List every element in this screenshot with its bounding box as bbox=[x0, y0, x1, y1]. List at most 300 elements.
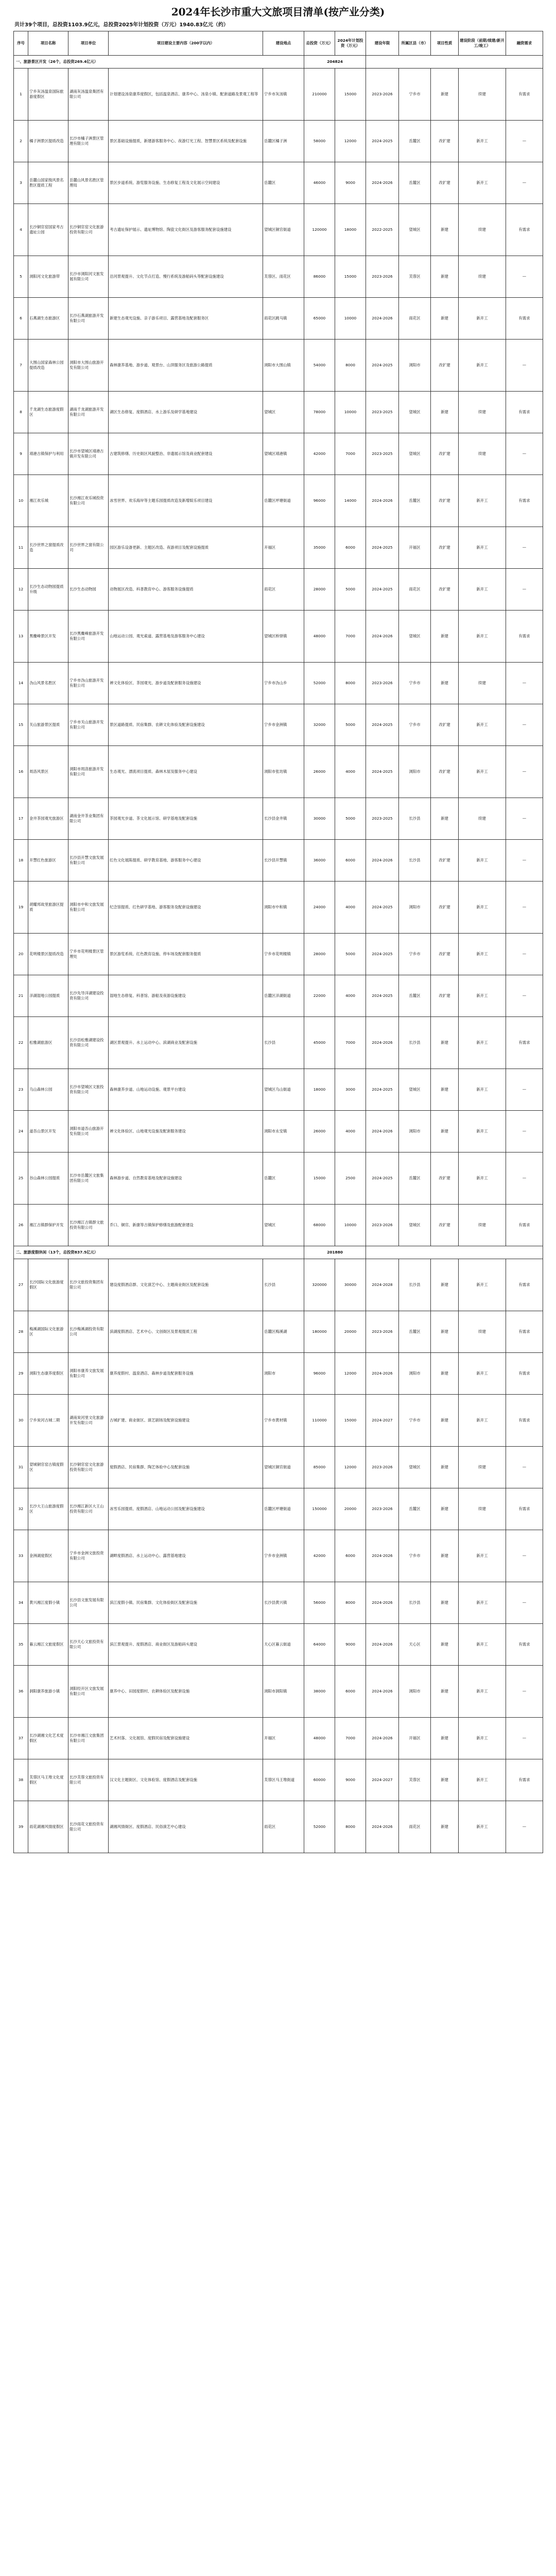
table-cell: 长沙铜官窑文化旅游投资有限公司 bbox=[68, 1447, 109, 1488]
table-cell: 长沙铜官窑文化旅游投资有限公司 bbox=[68, 204, 109, 256]
table-cell: — bbox=[506, 340, 543, 392]
table-cell: 10000 bbox=[335, 392, 366, 433]
table-cell: — bbox=[506, 1111, 543, 1153]
table-cell: 续建 bbox=[459, 1488, 506, 1530]
table-cell: 宁乡市花明楼镇 bbox=[263, 934, 304, 975]
table-cell: 宁乡市金洲镇 bbox=[263, 1530, 304, 1582]
table-cell: 19 bbox=[14, 882, 28, 934]
table-cell: 有需求 bbox=[506, 1205, 543, 1246]
table-cell: 长沙市湘江文旅集团有限公司 bbox=[68, 1718, 109, 1759]
table-cell: 岳麓区橘子洲 bbox=[263, 121, 304, 162]
table-cell: 新开工 bbox=[459, 1017, 506, 1069]
table-cell: 2500 bbox=[335, 1153, 366, 1205]
table-cell: 浏阳市中和文旅发展有限公司 bbox=[68, 882, 109, 934]
table-cell: 8000 bbox=[335, 1582, 366, 1624]
table-cell: 园区游乐设备更新、主题区改造、夜游项目及配套设施提质 bbox=[109, 527, 263, 569]
table-cell: 度假酒店、民宿集群、陶艺体验中心及配套设施 bbox=[109, 1447, 263, 1488]
table-cell: 2024-2026 bbox=[366, 475, 399, 527]
table-cell: 新建 bbox=[431, 204, 459, 256]
table-cell: 康养度假村、温泉酒店、森林步道及配套服务设施 bbox=[109, 1353, 263, 1395]
table-cell: — bbox=[506, 746, 543, 798]
table-row bbox=[14, 746, 543, 798]
table-cell: 12000 bbox=[335, 1353, 366, 1395]
table-cell: 5000 bbox=[335, 798, 366, 840]
table-cell: 景区步道系统、游览服务设施、生态修复工程及文化展示空间建设 bbox=[109, 162, 263, 204]
table-cell: 48000 bbox=[304, 611, 335, 663]
table-cell: 新开工 bbox=[459, 746, 506, 798]
table-cell: 长沙铜官窑国家考古遗址公园 bbox=[28, 204, 68, 256]
table-cell: 长沙市望城区文旅投资有限公司 bbox=[68, 1069, 109, 1111]
table-cell: 86000 bbox=[304, 256, 335, 298]
table-cell: 浏阳市周洛旅游开发有限公司 bbox=[68, 746, 109, 798]
table-cell: 茶园观光步道、茶文化展示馆、研学基地及配套设施 bbox=[109, 798, 263, 840]
table-cell: 红色文化展陈提质、研学教育基地、游客服务中心建设 bbox=[109, 840, 263, 882]
table-cell: 180000 bbox=[304, 1311, 335, 1353]
table-row bbox=[14, 1488, 543, 1530]
table-cell: 浏阳市洞阳镇 bbox=[263, 1666, 304, 1718]
table-cell: 26000 bbox=[304, 746, 335, 798]
table-cell: 开慧红色旅游区 bbox=[28, 840, 68, 882]
table-cell: 18000 bbox=[304, 1069, 335, 1111]
table-cell: 金井茶园观光旅游区 bbox=[28, 798, 68, 840]
table-cell: 长沙县开慧镇 bbox=[263, 840, 304, 882]
table-cell: 30000 bbox=[304, 798, 335, 840]
table-cell: 浏阳市中和镇 bbox=[263, 882, 304, 934]
table-cell: 2022-2025 bbox=[366, 204, 399, 256]
table-cell: — bbox=[506, 840, 543, 882]
table-cell: 望城区靖港镇 bbox=[263, 433, 304, 475]
table-cell: 改扩建 bbox=[431, 1205, 459, 1246]
table-cell: 35000 bbox=[304, 527, 335, 569]
table-cell: 新建 bbox=[431, 1530, 459, 1582]
table-cell: 天心区暮云街道 bbox=[263, 1624, 304, 1666]
table-cell: 48000 bbox=[304, 1718, 335, 1759]
table-cell: 浏阳市张坊镇 bbox=[263, 746, 304, 798]
column-header: 总投资（万元） bbox=[304, 31, 335, 56]
table-cell: 24000 bbox=[304, 882, 335, 934]
table-cell: 长沙县 bbox=[263, 1017, 304, 1069]
table-cell: 长沙县文旅发展有限公司 bbox=[68, 1582, 109, 1624]
table-cell: 长沙文旅投资集团有限公司 bbox=[68, 1259, 109, 1311]
table-cell: 20000 bbox=[335, 1488, 366, 1530]
table-cell: 45000 bbox=[304, 1017, 335, 1069]
table-cell: 开福区 bbox=[399, 1718, 431, 1759]
table-cell: — bbox=[506, 1801, 543, 1853]
table-cell: 森林游步道、自然教育基地及配套设施建设 bbox=[109, 1153, 263, 1205]
table-cell: — bbox=[506, 1666, 543, 1718]
table-cell: 新开工 bbox=[459, 934, 506, 975]
table-cell: 新建 bbox=[431, 611, 459, 663]
table-cell: 2023-2025 bbox=[366, 433, 399, 475]
table-cell: 浏阳市 bbox=[399, 746, 431, 798]
table-cell: 56000 bbox=[304, 1582, 335, 1624]
table-cell: 35 bbox=[14, 1624, 28, 1666]
table-cell: 有需求 bbox=[506, 1624, 543, 1666]
table-cell: 新建 bbox=[431, 1488, 459, 1530]
table-cell: 改扩建 bbox=[431, 704, 459, 746]
table-cell: 续建 bbox=[459, 1205, 506, 1246]
table-cell: 26 bbox=[14, 1205, 28, 1246]
table-cell: 有需求 bbox=[506, 69, 543, 121]
table-cell: 长沙石燕湖旅游开发有限公司 bbox=[68, 298, 109, 340]
table-row bbox=[14, 663, 543, 704]
table-row bbox=[14, 298, 543, 340]
table-cell: 2 bbox=[14, 121, 28, 162]
table-cell: 开福区 bbox=[263, 527, 304, 569]
table-cell: 湖区生态修复、度假酒店、水上游乐及研学基地建设 bbox=[109, 392, 263, 433]
table-cell: 长沙黑麋峰旅游开发有限公司 bbox=[68, 611, 109, 663]
table-cell: — bbox=[506, 256, 543, 298]
table-cell: 长沙市浏阳河文旅发展有限公司 bbox=[68, 256, 109, 298]
table-cell: 续建 bbox=[459, 204, 506, 256]
table-cell: 新建 bbox=[431, 1259, 459, 1311]
section-label: 二、旅游度假休闲（13个，总投资837.5亿元） bbox=[14, 1246, 304, 1259]
table-row bbox=[14, 934, 543, 975]
table-cell: 雨花区 bbox=[263, 1801, 304, 1853]
table-row bbox=[14, 704, 543, 746]
table-cell: 芙蓉区、雨花区 bbox=[263, 256, 304, 298]
table-cell: 12 bbox=[14, 569, 28, 611]
table-row bbox=[14, 1311, 543, 1353]
table-cell: 湖湘风情街区、度假酒店、民俗演艺中心建设 bbox=[109, 1801, 263, 1853]
table-cell: 开福区 bbox=[399, 527, 431, 569]
table-cell: 2023-2026 bbox=[366, 663, 399, 704]
table-cell: 新建 bbox=[431, 1624, 459, 1666]
table-cell: 千龙湖生态旅游度假区 bbox=[28, 392, 68, 433]
table-cell: 68000 bbox=[304, 1205, 335, 1246]
table-cell: 宁乡市花明楼景区管理处 bbox=[68, 934, 109, 975]
table-cell: 52000 bbox=[304, 663, 335, 704]
table-cell: 新开工 bbox=[459, 1759, 506, 1801]
table-cell: 新开工 bbox=[459, 1395, 506, 1447]
table-row bbox=[14, 256, 543, 298]
table-cell: 42000 bbox=[304, 1530, 335, 1582]
table-cell: 长沙湘江新区大王山投资有限公司 bbox=[68, 1488, 109, 1530]
column-header: 项目名称 bbox=[28, 31, 68, 56]
table-row bbox=[14, 340, 543, 392]
table-row bbox=[14, 392, 543, 433]
table-cell: 28000 bbox=[304, 934, 335, 975]
table-cell: 2024-2025 bbox=[366, 882, 399, 934]
table-cell: 岳麓区梅溪湖 bbox=[263, 1311, 304, 1353]
table-cell: 湖南金井茶业集团有限公司 bbox=[68, 798, 109, 840]
header-row bbox=[14, 31, 543, 56]
table-cell: 雨花区 bbox=[399, 1801, 431, 1853]
table-cell: 22 bbox=[14, 1017, 28, 1069]
section-filler bbox=[366, 56, 543, 69]
column-header: 所属区县（市） bbox=[399, 31, 431, 56]
table-cell: 望城区乌山街道 bbox=[263, 1069, 304, 1111]
table-cell: 有需求 bbox=[506, 1759, 543, 1801]
table-cell: 湖畔度假酒店、水上运动中心、露营基地建设 bbox=[109, 1530, 263, 1582]
table-cell: 岳麓区 bbox=[263, 162, 304, 204]
table-cell: 岳麓区 bbox=[399, 1153, 431, 1205]
table-cell: 石燕湖生态旅游区 bbox=[28, 298, 68, 340]
table-cell: 湘江古镇群保护开发 bbox=[28, 1205, 68, 1246]
table-cell: 2024-2025 bbox=[366, 934, 399, 975]
table-cell: 宁乡市黄材镇 bbox=[263, 1395, 304, 1447]
table-cell: 洋湖湿地公园提质 bbox=[28, 975, 68, 1017]
table-cell: 长沙生态动物园 bbox=[68, 569, 109, 611]
table-cell: 2024-2025 bbox=[366, 704, 399, 746]
table-cell: 150000 bbox=[304, 1488, 335, 1530]
table-cell: 6000 bbox=[335, 840, 366, 882]
table-cell: 26000 bbox=[304, 1111, 335, 1153]
table-cell: 新建 bbox=[431, 1666, 459, 1718]
table-cell: 210000 bbox=[304, 69, 335, 121]
table-cell: 新建 bbox=[431, 69, 459, 121]
section-header-row bbox=[14, 1246, 543, 1259]
table-cell: 36 bbox=[14, 1666, 28, 1718]
table-cell: — bbox=[506, 1582, 543, 1624]
table-cell: 新开工 bbox=[459, 121, 506, 162]
table-cell: 2024-2028 bbox=[366, 1259, 399, 1311]
table-cell: 岳麓区 bbox=[399, 121, 431, 162]
table-cell: 30000 bbox=[335, 1259, 366, 1311]
table-cell: 2024-2025 bbox=[366, 121, 399, 162]
column-header: 项目单位 bbox=[68, 31, 109, 56]
table-cell: 110000 bbox=[304, 1395, 335, 1447]
table-cell: 新开工 bbox=[459, 1801, 506, 1853]
table-row bbox=[14, 1666, 543, 1718]
table-cell: 雨花区跳马镇 bbox=[263, 298, 304, 340]
table-cell: 9000 bbox=[335, 1624, 366, 1666]
table-row bbox=[14, 204, 543, 256]
table-cell: 开福区 bbox=[263, 1718, 304, 1759]
table-cell: 7000 bbox=[335, 1017, 366, 1069]
table-row bbox=[14, 1069, 543, 1111]
table-cell: — bbox=[506, 433, 543, 475]
table-cell: 新开工 bbox=[459, 1111, 506, 1153]
column-header: 建设地点 bbox=[263, 31, 304, 56]
table-cell: 2023-2025 bbox=[366, 392, 399, 433]
table-cell: 望城区 bbox=[399, 1447, 431, 1488]
table-cell: 新开工 bbox=[459, 162, 506, 204]
table-cell: 靖港古镇保护与利用 bbox=[28, 433, 68, 475]
table-cell: 景区游览系统、红色教育设施、停车场及配套服务提质 bbox=[109, 934, 263, 975]
table-cell: 2024-2025 bbox=[366, 746, 399, 798]
column-header: 建设阶段（前期/续建/新开工/竣工） bbox=[459, 31, 506, 56]
table-cell: 望城区 bbox=[399, 611, 431, 663]
table-cell: 10 bbox=[14, 475, 28, 527]
table-cell: 芙蓉区马王堆街道 bbox=[263, 1759, 304, 1801]
table-cell: 长沙大王山旅游度假区 bbox=[28, 1488, 68, 1530]
table-cell: 新开工 bbox=[459, 1582, 506, 1624]
table-row bbox=[14, 975, 543, 1017]
table-cell: 2024-2026 bbox=[366, 1624, 399, 1666]
table-cell: 改扩建 bbox=[431, 475, 459, 527]
table-cell: 长沙芙蓉文旅投资有限公司 bbox=[68, 1759, 109, 1801]
table-cell: 有需求 bbox=[506, 1311, 543, 1353]
table-cell: 续建 bbox=[459, 392, 506, 433]
table-cell: 湖南灰汤温泉集团有限公司 bbox=[68, 69, 109, 121]
table-cell: 望城区 bbox=[263, 392, 304, 433]
table-row bbox=[14, 1017, 543, 1069]
table-row bbox=[14, 611, 543, 663]
table-cell: 浏阳市 bbox=[399, 1666, 431, 1718]
table-cell: 长沙先导洋湖建设投资有限公司 bbox=[68, 975, 109, 1017]
table-cell: 山地运动公园、观光索道、露营基地及游客服务中心建设 bbox=[109, 611, 263, 663]
table-cell: 新建 bbox=[431, 1759, 459, 1801]
table-cell: 岳麓区洋湖街道 bbox=[263, 975, 304, 1017]
table-cell: 浏阳市 bbox=[263, 1353, 304, 1395]
table-cell: 续建 bbox=[459, 1311, 506, 1353]
table-cell: 宁乡炭河古城二期 bbox=[28, 1395, 68, 1447]
table-cell: — bbox=[506, 934, 543, 975]
table-cell: 65000 bbox=[304, 298, 335, 340]
table-cell: 20 bbox=[14, 934, 28, 975]
table-cell: 新建 bbox=[431, 392, 459, 433]
table-cell: 浏阳经开区文旅发展有限公司 bbox=[68, 1666, 109, 1718]
table-cell: 湿地生态修复、科普馆、游船及夜游设施建设 bbox=[109, 975, 263, 1017]
table-cell: 有需求 bbox=[506, 392, 543, 433]
table-cell: 建设度假酒店群、文化演艺中心、主题商业街区及配套设施 bbox=[109, 1259, 263, 1311]
table-cell: 2023-2026 bbox=[366, 69, 399, 121]
table-cell: 8000 bbox=[335, 340, 366, 392]
table-cell: 34 bbox=[14, 1582, 28, 1624]
table-cell: 新开工 bbox=[459, 975, 506, 1017]
table-cell: 58000 bbox=[304, 121, 335, 162]
table-cell: 15000 bbox=[335, 69, 366, 121]
table-cell: 22000 bbox=[304, 975, 335, 1017]
table-cell: 8000 bbox=[335, 1801, 366, 1853]
table-cell: 2024-2026 bbox=[366, 1111, 399, 1153]
table-cell: 长沙县 bbox=[399, 840, 431, 882]
table-cell: 4 bbox=[14, 204, 28, 256]
table-cell: 38 bbox=[14, 1759, 28, 1801]
table-cell: 雨花区 bbox=[399, 569, 431, 611]
table-cell: 2023-2025 bbox=[366, 798, 399, 840]
table-cell: 32 bbox=[14, 1488, 28, 1530]
table-cell: 8 bbox=[14, 392, 28, 433]
table-cell: 改扩建 bbox=[431, 433, 459, 475]
table-cell: 有需求 bbox=[506, 298, 543, 340]
table-cell: 新建 bbox=[431, 1395, 459, 1447]
table-cell: 6 bbox=[14, 298, 28, 340]
table-cell: 改扩建 bbox=[431, 121, 459, 162]
table-cell: 28 bbox=[14, 1311, 28, 1353]
table-cell: 新建 bbox=[431, 1801, 459, 1853]
table-cell: 浏阳市永安镇 bbox=[263, 1111, 304, 1153]
column-header: 融资需求 bbox=[506, 31, 543, 56]
table-cell: — bbox=[506, 162, 543, 204]
table-cell: 望城铜官窑古镇度假区 bbox=[28, 1447, 68, 1488]
table-cell: 42000 bbox=[304, 433, 335, 475]
table-cell: 金洲湖度假区 bbox=[28, 1530, 68, 1582]
table-cell: — bbox=[506, 798, 543, 840]
table-cell: 新开工 bbox=[459, 882, 506, 934]
table-row bbox=[14, 475, 543, 527]
table-cell: 改扩建 bbox=[431, 975, 459, 1017]
table-cell: 宁乡市关山旅游开发有限公司 bbox=[68, 704, 109, 746]
table-cell: 芙蓉区马王堆文化度假区 bbox=[28, 1759, 68, 1801]
table-cell: 森林康养基地、游步道、观景台、山顶服务区及旅游公路提质 bbox=[109, 340, 263, 392]
table-cell: 宁乡市灰汤镇 bbox=[263, 69, 304, 121]
document-summary: 共计39个项目，总投资1103.9亿元，总投资2025年计划投资（万元）1940.83亿元（约） bbox=[14, 22, 229, 28]
table-cell: — bbox=[506, 1718, 543, 1759]
table-cell: 新开工 bbox=[459, 475, 506, 527]
table-cell: 浏阳市康养文旅发展有限公司 bbox=[68, 1353, 109, 1395]
table-cell: 2024-2025 bbox=[366, 340, 399, 392]
table-cell: 37 bbox=[14, 1718, 28, 1759]
table-cell: 新开工 bbox=[459, 1353, 506, 1395]
table-cell: 古建筑修缮、历史街区风貌整治、非遗展示馆及商业配套建设 bbox=[109, 433, 263, 475]
table-row bbox=[14, 569, 543, 611]
table-cell: 浏阳市 bbox=[399, 340, 431, 392]
table-cell: — bbox=[506, 1153, 543, 1205]
table-cell: 新建 bbox=[431, 1311, 459, 1353]
table-cell: 4000 bbox=[335, 975, 366, 1017]
table-cell: 汉文化主题街区、文化体验馆、度假酒店及配套设施 bbox=[109, 1759, 263, 1801]
table-cell: 新开工 bbox=[459, 569, 506, 611]
table-cell: 20000 bbox=[335, 1311, 366, 1353]
column-header: 项目性质 bbox=[431, 31, 459, 56]
table-cell: 有需求 bbox=[506, 1353, 543, 1395]
table-cell: 4000 bbox=[335, 882, 366, 934]
table-cell: 岳麓区 bbox=[399, 162, 431, 204]
table-cell: 长沙县 bbox=[263, 1259, 304, 1311]
table-cell: 长沙市岳麓区文旅集团有限公司 bbox=[68, 1153, 109, 1205]
table-cell: 禅文化体验区、茶园观光、游步道及配套服务设施建设 bbox=[109, 663, 263, 704]
table-row bbox=[14, 1153, 543, 1205]
table-cell: 岳麓区 bbox=[399, 1488, 431, 1530]
table-cell: 冰雪乐园提质、度假酒店、山地运动公园及配套设施建设 bbox=[109, 1488, 263, 1530]
table-cell: 岳麓区 bbox=[263, 1153, 304, 1205]
table-cell: 长沙县金井镇 bbox=[263, 798, 304, 840]
table-cell: 12000 bbox=[335, 121, 366, 162]
table-cell: 望城区 bbox=[399, 1205, 431, 1246]
table-cell: 橘子洲景区提质改造 bbox=[28, 121, 68, 162]
table-cell: 暮云湘江文旅度假区 bbox=[28, 1624, 68, 1666]
table-cell: 谷山森林公园提质 bbox=[28, 1153, 68, 1205]
table-cell: 15000 bbox=[335, 256, 366, 298]
table-cell: 64000 bbox=[304, 1624, 335, 1666]
table-cell: 湘江欢乐城 bbox=[28, 475, 68, 527]
table-cell: 1 bbox=[14, 69, 28, 121]
table-cell: 9000 bbox=[335, 162, 366, 204]
table-cell: 岳麓山国家级风景名胜区提质工程 bbox=[28, 162, 68, 204]
table-cell: 望城区铜官街道 bbox=[263, 204, 304, 256]
table-row bbox=[14, 1759, 543, 1801]
table-cell: 36000 bbox=[304, 840, 335, 882]
table-cell: 续建 bbox=[459, 1447, 506, 1488]
table-cell: 有需求 bbox=[506, 1017, 543, 1069]
table-cell: 6000 bbox=[335, 527, 366, 569]
table-cell: 新建 bbox=[431, 1582, 459, 1624]
table-cell: 2024-2027 bbox=[366, 1759, 399, 1801]
table-cell: 考古遗址保护展示、遗址博物馆、陶瓷文化街区及游客服务配套设施建设 bbox=[109, 204, 263, 256]
project-table bbox=[13, 31, 543, 1853]
column-header: 序号 bbox=[14, 31, 28, 56]
table-cell: 有需求 bbox=[506, 1259, 543, 1311]
table-cell: 续建 bbox=[459, 433, 506, 475]
table-cell: 大围山国家森林公园提质改造 bbox=[28, 340, 68, 392]
table-cell: 有需求 bbox=[506, 204, 543, 256]
table-cell: 31 bbox=[14, 1447, 28, 1488]
table-cell: 滨湖度假酒店、艺术中心、文创街区及景观提质工程 bbox=[109, 1311, 263, 1353]
table-cell: 96000 bbox=[304, 475, 335, 527]
table-cell: 10000 bbox=[335, 298, 366, 340]
table-cell: 宁乡市沩山旅游开发有限公司 bbox=[68, 663, 109, 704]
table-cell: 新建 bbox=[431, 798, 459, 840]
table-cell: 宁乡市 bbox=[399, 934, 431, 975]
table-cell: 2024-2025 bbox=[366, 527, 399, 569]
table-cell: 18000 bbox=[335, 204, 366, 256]
table-cell: 3 bbox=[14, 162, 28, 204]
table-cell: 关山旅游景区提质 bbox=[28, 704, 68, 746]
table-row bbox=[14, 527, 543, 569]
table-cell: 新开工 bbox=[459, 1666, 506, 1718]
